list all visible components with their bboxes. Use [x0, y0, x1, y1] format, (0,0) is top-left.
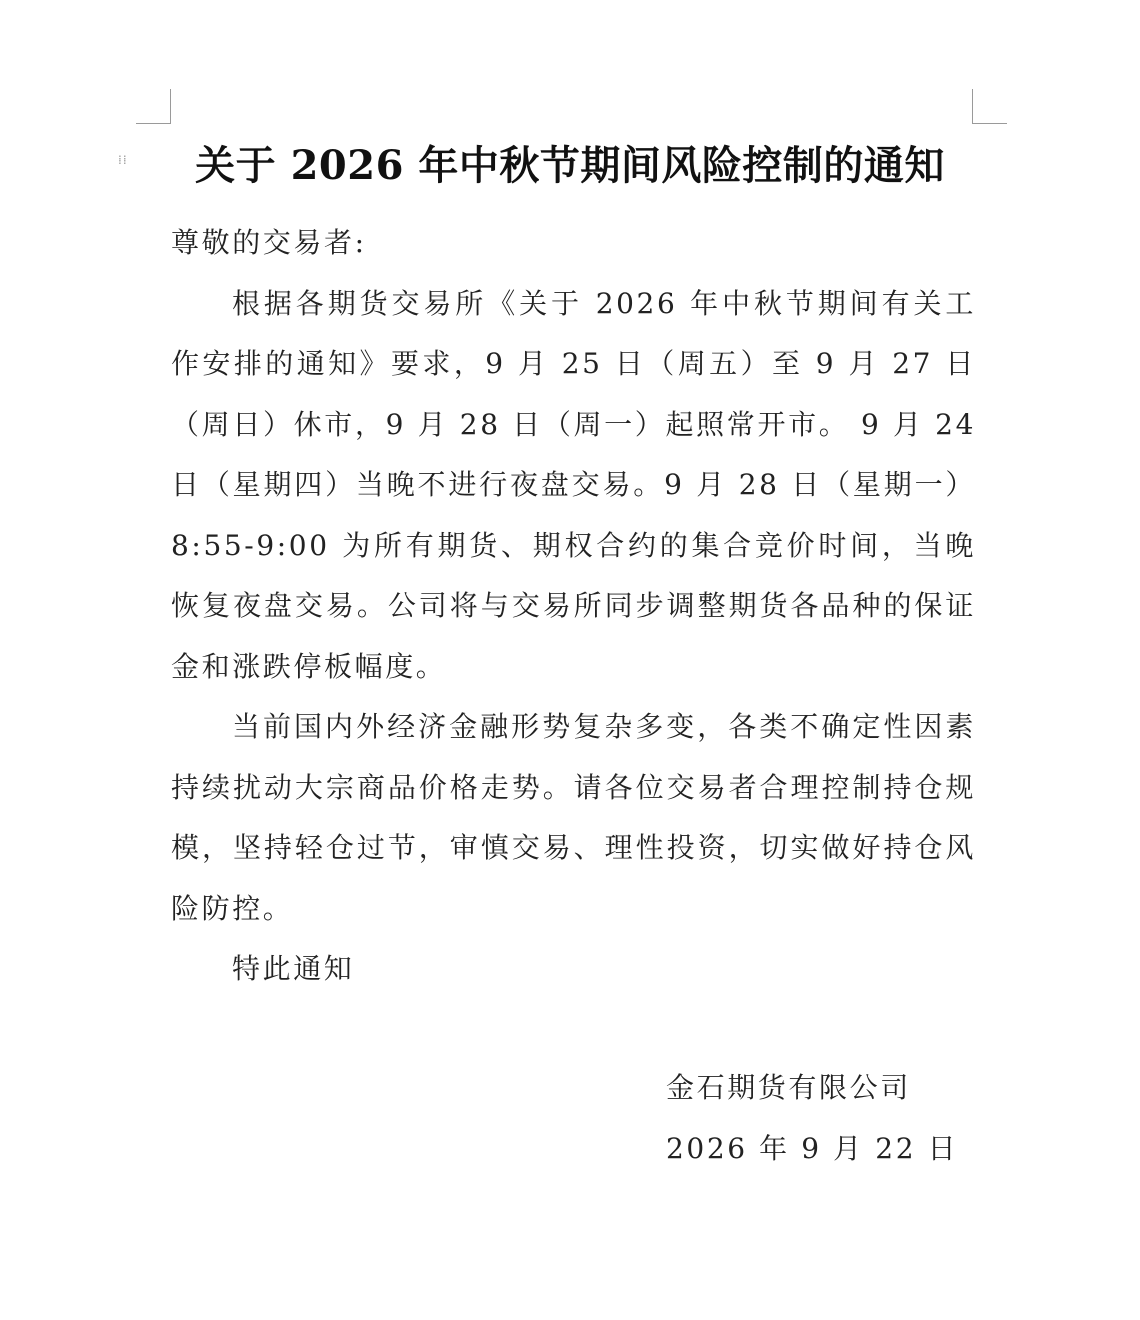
paragraph-1: 根据各期货交易所《关于 2026 年中秋节期间有关工作安排的通知》要求，9 月 25 日（周五）至 9 月 27 日（周日）休市，9 月 28 日（周一）起照常开市。 9 月 24 日（星期四）当晚不进行夜盘交易。9 月 28 日（星期一）8:55-9:00 为所有期货、期权合约的集合竞价时间，当晚恢复夜盘交易。公司将与交易所同步调整期货各品种的保证金和涨跌停板幅度。: [171, 286, 976, 683]
page-corner-mark-top-left: [136, 89, 171, 124]
page-corner-mark-top-right: [972, 89, 1007, 124]
signature-block: [666, 1058, 958, 1179]
salutation: 尊敬的交易者:: [171, 226, 367, 259]
paragraph-2: 当前国内外经济金融形势复杂多变，各类不确定性因素持续扰动大宗商品价格走势。请各位交易者合理控制持仓规模，坚持轻仓过节，审慎交易、理性投资，切实做好持仓风险防控。: [171, 710, 976, 925]
paragraph-drag-handle-icon[interactable]: ⁞⁞: [118, 153, 128, 167]
signature-company: 金石期货有限公司: [666, 1071, 911, 1104]
document-title: 关于 2026 年中秋节期间风险控制的通知: [195, 142, 945, 189]
document-body: [171, 213, 976, 1000]
signature-date: 2026 年 9 月 22 日: [666, 1131, 959, 1165]
closing-text: 特此通知: [232, 952, 355, 985]
